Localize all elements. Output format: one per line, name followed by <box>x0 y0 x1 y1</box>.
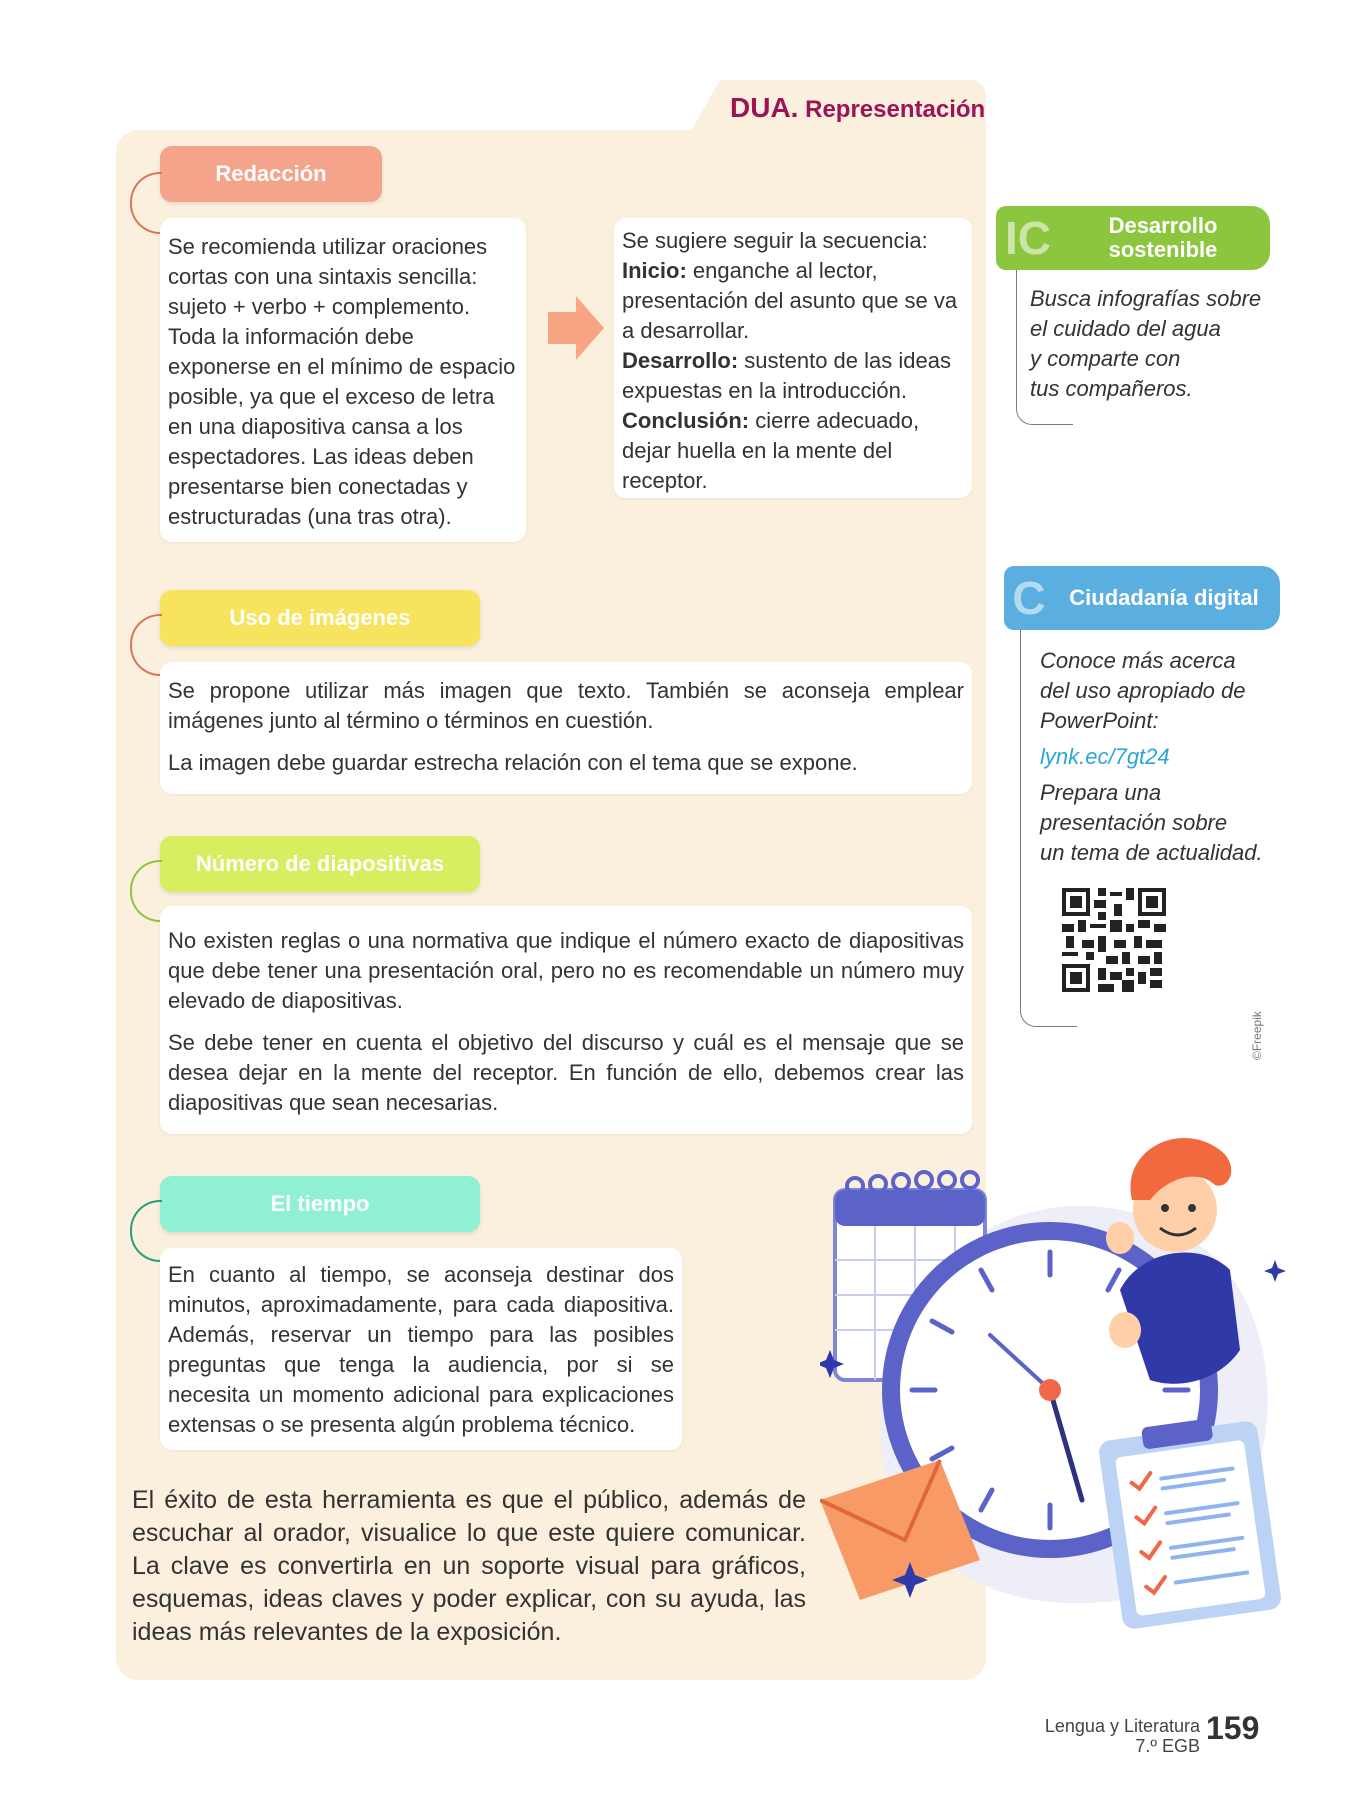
c-badge: C <box>1012 572 1046 624</box>
imagenes-text-box: Se propone utilizar más imagen que texto. También se aconseja emplear imágenes junto al término o términos en cuestión. La imagen debe guardar estrecha relación con el tema que se expone. <box>160 662 972 794</box>
redaccion-text-box: Se recomienda utilizar oraciones cortas con una sintaxis sencilla: sujeto + verbo + complemento. Toda la información debe exponerse en el mínimo de espacio posible, ya que el exceso de letra en una diapositiva cansa a los espectadores. Las ideas deben presentarse bien conectadas y estructuradas (una tras otra). <box>160 218 526 542</box>
diapositivas-header: Número de diapositivas <box>160 836 480 892</box>
sequence-desarrollo: Desarrollo: sustento de las ideas expuestas en la introducción. <box>622 348 951 403</box>
imagenes-header: Uso de imágenes <box>160 590 480 646</box>
tiempo-header: El tiempo <box>160 1176 480 1232</box>
redaccion-header: Redacción <box>160 146 382 202</box>
ciudadania-digital-text: Conoce más acerca del uso apropiado de PowerPoint: lynk.ec/7gt24 Prepara una presentación sobre un tema de actualidad. <box>1040 646 1280 868</box>
conclusion-paragraph: El éxito de esta herramienta es que el público, además de escuchar al orador, visualice lo que este quiere comunicar. La clave es convertirla en un soporte visual para gráficos, esquemas, ideas claves y poder explicar, con su ayuda, las ideas más relevantes de la exposición. <box>132 1486 806 1646</box>
tiempo-text-box: En cuanto al tiempo, se aconseja destinar dos minutos, aproximadamente, para cada diapositiva. Además, reservar un tiempo para las posibles preguntas que tenga la audiencia, por si se necesita un momento adicional para explicaciones extensas o se presenta algún problema técnico. <box>160 1248 682 1450</box>
clipboard-icon <box>1098 1418 1283 1630</box>
desarrollo-sostenible-text: Busca infografías sobre el cuidado del agua y comparte con tus compañeros. <box>1030 286 1262 401</box>
desarrollo-sostenible-header: IC Desarrollo sostenible <box>996 206 1270 270</box>
page-number: 159 <box>1206 1710 1260 1746</box>
arrow-right-icon <box>548 296 604 360</box>
sequence-conclusion: Conclusión: cierre adecuado, dejar huella en la mente del receptor. <box>622 408 920 493</box>
sequence-inicio: Inicio: enganche al lector, presentación del asunto que se va a desarrollar. <box>622 258 958 343</box>
ciudadania-digital-header: C Ciudadanía digital <box>1004 566 1280 630</box>
clock-illustration-icon <box>820 1130 1290 1630</box>
ciudadania-link[interactable]: lynk.ec/7gt24 <box>1040 744 1170 769</box>
dua-title: DUA. Representación <box>730 92 986 123</box>
ic-badge: IC <box>1005 212 1051 264</box>
qr-code-icon[interactable] <box>1062 888 1166 992</box>
sequence-intro: Se sugiere seguir la secuencia: <box>622 228 928 253</box>
sequence-box <box>614 218 972 498</box>
freepik-credit: ©Freepik <box>1250 1011 1264 1060</box>
footer-subject: Lengua y Literatura 7.º EGB <box>1044 1716 1200 1756</box>
diapositivas-text-box: No existen reglas o una normativa que indique el número exacto de diapositivas que debe tener una presentación oral, pero no es recomendable un número muy elevado de diapositivas. Se debe tener en cuenta el objetivo del discurso y cuál es el mensaje que se desea dejar en la mente del receptor. En función de ello, debemos crear las diapositivas que sean necesarias. <box>160 906 972 1134</box>
